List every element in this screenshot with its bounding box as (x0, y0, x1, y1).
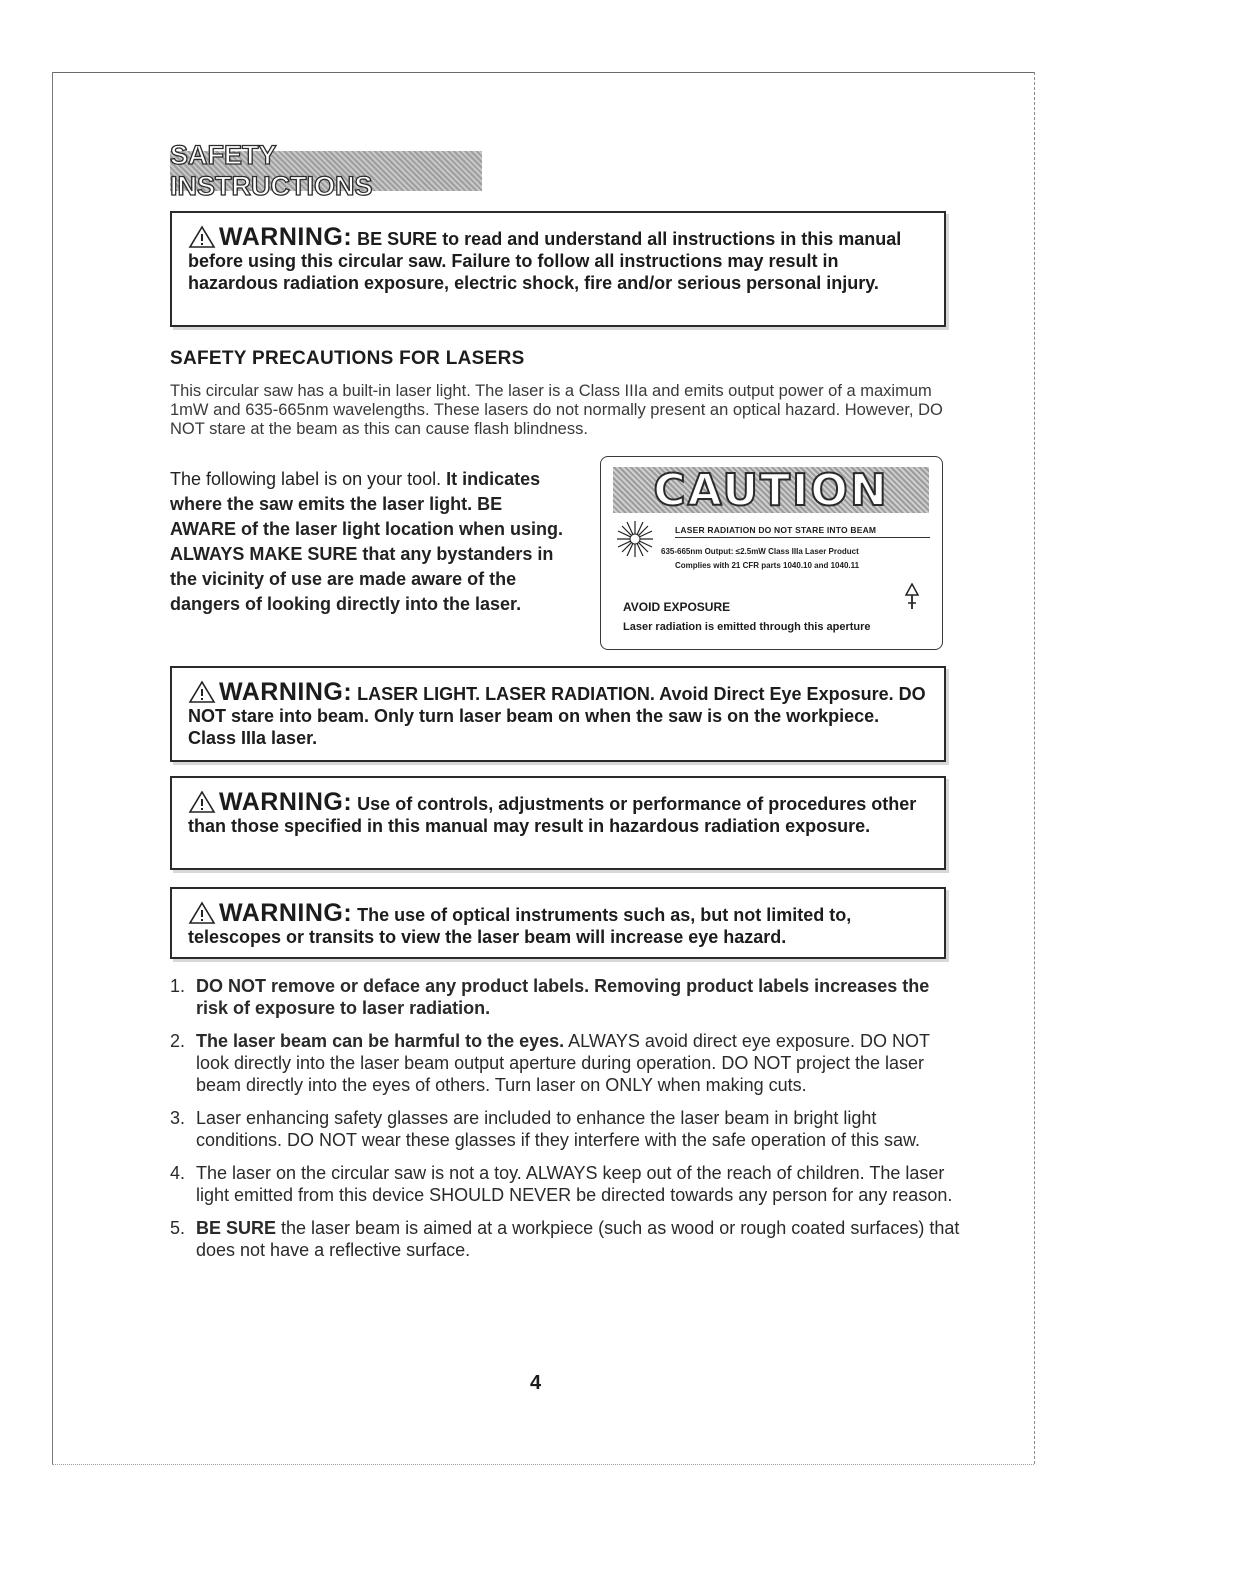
section-banner (170, 140, 482, 201)
warning-text: BE SURE to read and understand all instructions in this manual before using this circular saw. Failure to follow all instructions may result in hazardous radiation exposure, electric shock, fire and/or serious personal injury. (188, 229, 902, 293)
warning-box-optical (170, 887, 946, 959)
list-item: 2. The laser beam can be harmful to the eyes. ALWAYS avoid direct eye exposure. DO NOT look directly into the laser beam output aperture during operation. DO NOT project the laser beam directly into the eyes of others. Turn laser on ONLY when making cuts. (170, 1031, 930, 1095)
list-item: 5. BE SURE the laser beam is aimed at a workpiece (such as wood or rough coated surfaces) that does not have a reflective surface. (170, 1218, 960, 1260)
caution-line-radiation: LASER RADIATION DO NOT STARE INTO BEAM (675, 525, 930, 538)
label-description-intro: The following label is on your tool. (170, 469, 442, 489)
warning-label: WARNING: (219, 223, 353, 251)
warning-box-read-manual (170, 211, 946, 327)
section-heading: SAFETY PRECAUTIONS FOR LASERS (170, 348, 525, 369)
warning-text: Use of controls, adjustments or performance of procedures other than those specified in this manual may result in hazardous radiation exposure. (188, 794, 917, 836)
caution-avoid-exposure: AVOID EXPOSURE (623, 600, 731, 614)
caution-line-complies: Complies with 21 CFR parts 1040.10 and 1040.11 (675, 561, 860, 570)
caution-line-output: 635-665nm Output: ≤2.5mW Class IIIa Laser Product (661, 547, 859, 556)
warning-triangle-icon (188, 790, 216, 814)
list-item: 4. The laser on the circular saw is not a toy. ALWAYS keep out of the reach of children. The laser light emitted from this device SHOULD NEVER be directed towards any person for any reason. (170, 1163, 953, 1205)
warning-label: WARNING: (219, 678, 353, 706)
label-description-body: It indicates where the saw emits the laser light. BE AWARE of the laser light location when using. ALWAYS MAKE SURE that any bystanders in the vicinity of use are made aware of the dangers of looking directly into the laser. (170, 469, 564, 614)
page-frame-bottom (52, 1464, 1034, 1465)
banner-title: SAFETY INSTRUCTIONS (170, 140, 373, 201)
page-frame-right (1034, 72, 1035, 1464)
page-frame-top (52, 72, 1034, 73)
page-frame-left (52, 72, 53, 1464)
laser-starburst-icon (615, 519, 655, 559)
page-number: 4 (530, 1372, 542, 1394)
warning-triangle-icon (188, 225, 216, 249)
warning-box-laser-light (170, 666, 946, 762)
warning-triangle-icon (188, 680, 216, 704)
caution-emission-note: Laser radiation is emitted through this aperture (623, 621, 871, 633)
list-item: 1. DO NOT remove or deface any product labels. Removing product labels increases the risk of exposure to laser radiation. (170, 976, 930, 1018)
caution-label-card (600, 456, 943, 650)
laser-safety-list (170, 975, 960, 1272)
section-intro: This circular saw has a built-in laser light. The laser is a Class IIIa and emits output power of a maximum 1mW and 635-665nm wavelengths. These lasers do not normally present an optical hazard. However, DO NOT stare at the beam as this can cause flash blindness. (170, 382, 943, 438)
warning-text: The use of optical instruments such as, but not limited to, telescopes or transits to view the laser beam will increase eye hazard. (188, 905, 852, 947)
list-item: 3. Laser enhancing safety glasses are included to enhance the laser beam in bright light conditions. DO NOT wear these glasses if they interfere with the safe operation of this saw. (170, 1108, 921, 1150)
warning-triangle-icon (188, 901, 216, 925)
caution-title: CAUTION (653, 464, 889, 516)
aperture-arrow-icon (905, 583, 919, 611)
caution-banner (613, 464, 929, 516)
warning-box-controls (170, 776, 946, 870)
label-description (170, 467, 570, 617)
warning-label: WARNING: (219, 788, 353, 816)
warning-text: LASER LIGHT. LASER RADIATION. Avoid Direct Eye Exposure. DO NOT stare into beam. Only turn laser beam on when the saw is on the workpiece. Class IIIa laser. (188, 684, 926, 748)
warning-label: WARNING: (219, 899, 353, 927)
